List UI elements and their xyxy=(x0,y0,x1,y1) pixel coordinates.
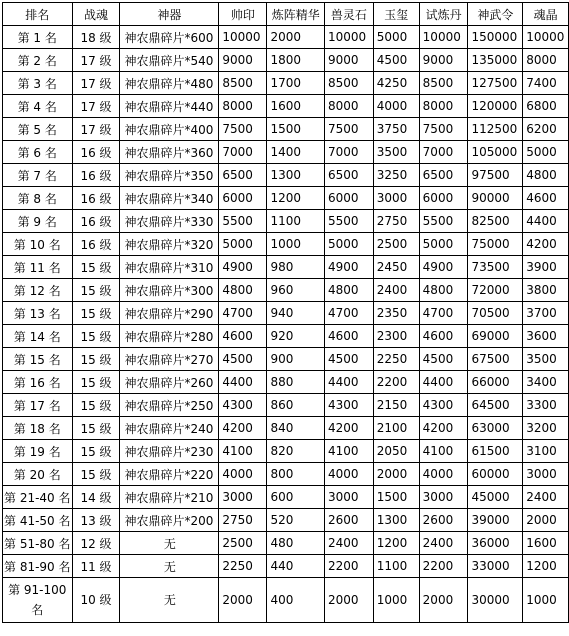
cell-divine-token: 105000 xyxy=(468,141,523,164)
cell-soul-crystal: 3900 xyxy=(523,256,569,279)
cell-beast-stone: 4800 xyxy=(324,279,373,302)
table-row xyxy=(3,141,569,164)
cell-beast-stone: 5500 xyxy=(324,210,373,233)
cell-beast-stone: 9000 xyxy=(324,49,373,72)
cell-artifact: 神农鼎碎片*400 xyxy=(120,118,219,141)
cell-formation-essence: 1100 xyxy=(267,210,324,233)
cell-beast-stone: 6500 xyxy=(324,164,373,187)
cell-divine-token: 75000 xyxy=(468,233,523,256)
cell-soul-level: 15 级 xyxy=(72,394,120,417)
cell-beast-stone: 2000 xyxy=(324,578,373,623)
cell-formation-essence: 920 xyxy=(267,325,324,348)
cell-jade-seal: 3500 xyxy=(373,141,419,164)
cell-soul-level: 17 级 xyxy=(72,72,120,95)
cell-soul-level: 16 级 xyxy=(72,164,120,187)
cell-beast-stone: 4300 xyxy=(324,394,373,417)
cell-soul-level: 15 级 xyxy=(72,279,120,302)
cell-seal: 4100 xyxy=(219,440,267,463)
cell-beast-stone: 3000 xyxy=(324,486,373,509)
cell-seal: 2000 xyxy=(219,578,267,623)
cell-soul-level: 17 级 xyxy=(72,49,120,72)
cell-seal: 8500 xyxy=(219,72,267,95)
cell-soul-crystal: 3600 xyxy=(523,325,569,348)
cell-divine-token: 127500 xyxy=(468,72,523,95)
cell-seal: 4900 xyxy=(219,256,267,279)
cell-divine-token: 67500 xyxy=(468,348,523,371)
cell-divine-token: 66000 xyxy=(468,371,523,394)
cell-beast-stone: 4000 xyxy=(324,463,373,486)
cell-beast-stone: 4200 xyxy=(324,417,373,440)
cell-beast-stone: 4400 xyxy=(324,371,373,394)
cell-rank: 第 51-80 名 xyxy=(3,532,73,555)
cell-seal: 2500 xyxy=(219,532,267,555)
cell-soul-crystal: 6800 xyxy=(523,95,569,118)
cell-soul-crystal: 3700 xyxy=(523,302,569,325)
cell-soul-crystal: 8000 xyxy=(523,49,569,72)
header-formation-essence: 炼阵精华 xyxy=(267,3,324,26)
cell-formation-essence: 880 xyxy=(267,371,324,394)
header-beast-stone: 兽灵石 xyxy=(324,3,373,26)
cell-beast-stone: 2200 xyxy=(324,555,373,578)
cell-soul-level: 17 级 xyxy=(72,118,120,141)
cell-formation-essence: 600 xyxy=(267,486,324,509)
header-seal: 帅印 xyxy=(219,3,267,26)
cell-soul-level: 15 级 xyxy=(72,348,120,371)
cell-divine-token: 69000 xyxy=(468,325,523,348)
cell-artifact: 神农鼎碎片*200 xyxy=(120,509,219,532)
table-row xyxy=(3,394,569,417)
cell-artifact: 神农鼎碎片*440 xyxy=(120,95,219,118)
cell-rank: 第 41-50 名 xyxy=(3,509,73,532)
cell-formation-essence: 1600 xyxy=(267,95,324,118)
table-body xyxy=(3,26,569,623)
cell-soul-level: 13 级 xyxy=(72,509,120,532)
cell-rank: 第 13 名 xyxy=(3,302,73,325)
cell-seal: 4300 xyxy=(219,394,267,417)
cell-divine-token: 64500 xyxy=(468,394,523,417)
cell-seal: 4800 xyxy=(219,279,267,302)
cell-soul-crystal: 3400 xyxy=(523,371,569,394)
cell-rank: 第 10 名 xyxy=(3,233,73,256)
header-soul-crystal: 魂晶 xyxy=(523,3,569,26)
table-row xyxy=(3,279,569,302)
cell-rank: 第 21-40 名 xyxy=(3,486,73,509)
table-row xyxy=(3,532,569,555)
cell-trial-pill: 6500 xyxy=(419,164,468,187)
cell-jade-seal: 4500 xyxy=(373,49,419,72)
cell-divine-token: 90000 xyxy=(468,187,523,210)
cell-artifact: 神农鼎碎片*350 xyxy=(120,164,219,187)
header-soul: 战魂 xyxy=(72,3,120,26)
cell-seal: 4000 xyxy=(219,463,267,486)
cell-formation-essence: 1700 xyxy=(267,72,324,95)
cell-seal: 6000 xyxy=(219,187,267,210)
cell-divine-token: 73500 xyxy=(468,256,523,279)
cell-soul-crystal: 3100 xyxy=(523,440,569,463)
cell-trial-pill: 2600 xyxy=(419,509,468,532)
cell-soul-crystal: 3800 xyxy=(523,279,569,302)
cell-soul-level: 16 级 xyxy=(72,233,120,256)
cell-artifact: 神农鼎碎片*240 xyxy=(120,417,219,440)
cell-soul-level: 15 级 xyxy=(72,325,120,348)
cell-divine-token: 45000 xyxy=(468,486,523,509)
cell-seal: 5500 xyxy=(219,210,267,233)
cell-jade-seal: 2050 xyxy=(373,440,419,463)
cell-trial-pill: 8000 xyxy=(419,95,468,118)
cell-jade-seal: 1500 xyxy=(373,486,419,509)
table-row xyxy=(3,509,569,532)
cell-beast-stone: 4900 xyxy=(324,256,373,279)
cell-rank: 第 17 名 xyxy=(3,394,73,417)
cell-soul-crystal: 2400 xyxy=(523,486,569,509)
header-trial-pill: 试炼丹 xyxy=(419,3,468,26)
table-row xyxy=(3,164,569,187)
cell-artifact: 神农鼎碎片*220 xyxy=(120,463,219,486)
cell-artifact: 无 xyxy=(120,555,219,578)
cell-artifact: 无 xyxy=(120,578,219,623)
cell-trial-pill: 8500 xyxy=(419,72,468,95)
cell-soul-crystal: 5000 xyxy=(523,141,569,164)
cell-rank: 第 9 名 xyxy=(3,210,73,233)
cell-formation-essence: 900 xyxy=(267,348,324,371)
cell-artifact: 神农鼎碎片*480 xyxy=(120,72,219,95)
cell-soul-crystal: 1200 xyxy=(523,555,569,578)
cell-formation-essence: 440 xyxy=(267,555,324,578)
cell-trial-pill: 4900 xyxy=(419,256,468,279)
cell-artifact: 神农鼎碎片*340 xyxy=(120,187,219,210)
table-row xyxy=(3,578,569,623)
cell-divine-token: 82500 xyxy=(468,210,523,233)
cell-formation-essence: 400 xyxy=(267,578,324,623)
cell-rank: 第 14 名 xyxy=(3,325,73,348)
cell-soul-level: 15 级 xyxy=(72,440,120,463)
cell-beast-stone: 4500 xyxy=(324,348,373,371)
cell-rank: 第 81-90 名 xyxy=(3,555,73,578)
cell-divine-token: 61500 xyxy=(468,440,523,463)
table-row xyxy=(3,49,569,72)
cell-divine-token: 135000 xyxy=(468,49,523,72)
header-divine-token: 神武令 xyxy=(468,3,523,26)
cell-trial-pill: 6000 xyxy=(419,187,468,210)
cell-trial-pill: 4400 xyxy=(419,371,468,394)
table-row xyxy=(3,187,569,210)
cell-formation-essence: 980 xyxy=(267,256,324,279)
table-row xyxy=(3,417,569,440)
table-row xyxy=(3,348,569,371)
cell-jade-seal: 4000 xyxy=(373,95,419,118)
cell-artifact: 神农鼎碎片*300 xyxy=(120,279,219,302)
cell-jade-seal: 2150 xyxy=(373,394,419,417)
cell-rank: 第 20 名 xyxy=(3,463,73,486)
cell-beast-stone: 8000 xyxy=(324,95,373,118)
table-row xyxy=(3,325,569,348)
cell-seal: 6500 xyxy=(219,164,267,187)
cell-trial-pill: 7000 xyxy=(419,141,468,164)
cell-artifact: 无 xyxy=(120,532,219,555)
cell-rank: 第 18 名 xyxy=(3,417,73,440)
cell-beast-stone: 7000 xyxy=(324,141,373,164)
cell-rank: 第 11 名 xyxy=(3,256,73,279)
cell-divine-token: 97500 xyxy=(468,164,523,187)
cell-soul-crystal: 6200 xyxy=(523,118,569,141)
cell-formation-essence: 2000 xyxy=(267,26,324,49)
cell-seal: 7500 xyxy=(219,118,267,141)
table-row xyxy=(3,72,569,95)
cell-seal: 9000 xyxy=(219,49,267,72)
cell-jade-seal: 1200 xyxy=(373,532,419,555)
cell-soul-crystal: 4400 xyxy=(523,210,569,233)
cell-seal: 4400 xyxy=(219,371,267,394)
cell-soul-level: 16 级 xyxy=(72,141,120,164)
cell-soul-crystal: 7400 xyxy=(523,72,569,95)
cell-trial-pill: 2400 xyxy=(419,532,468,555)
cell-soul-level: 12 级 xyxy=(72,532,120,555)
cell-rank: 第 3 名 xyxy=(3,72,73,95)
cell-formation-essence: 1000 xyxy=(267,233,324,256)
cell-formation-essence: 940 xyxy=(267,302,324,325)
cell-jade-seal: 2100 xyxy=(373,417,419,440)
cell-divine-token: 120000 xyxy=(468,95,523,118)
header-row xyxy=(3,3,569,26)
cell-formation-essence: 1300 xyxy=(267,164,324,187)
cell-soul-level: 16 级 xyxy=(72,210,120,233)
cell-rank: 第 19 名 xyxy=(3,440,73,463)
cell-beast-stone: 10000 xyxy=(324,26,373,49)
cell-beast-stone: 4600 xyxy=(324,325,373,348)
cell-soul-level: 10 级 xyxy=(72,578,120,623)
cell-soul-crystal: 10000 xyxy=(523,26,569,49)
cell-formation-essence: 800 xyxy=(267,463,324,486)
cell-seal: 4600 xyxy=(219,325,267,348)
cell-divine-token: 39000 xyxy=(468,509,523,532)
cell-trial-pill: 5500 xyxy=(419,210,468,233)
cell-divine-token: 112500 xyxy=(468,118,523,141)
cell-trial-pill: 4800 xyxy=(419,279,468,302)
cell-jade-seal: 3000 xyxy=(373,187,419,210)
cell-divine-token: 150000 xyxy=(468,26,523,49)
table-row xyxy=(3,210,569,233)
cell-soul-crystal: 3000 xyxy=(523,463,569,486)
cell-seal: 2250 xyxy=(219,555,267,578)
cell-rank: 第 16 名 xyxy=(3,371,73,394)
cell-trial-pill: 4500 xyxy=(419,348,468,371)
cell-trial-pill: 5000 xyxy=(419,233,468,256)
cell-artifact: 神农鼎碎片*320 xyxy=(120,233,219,256)
cell-rank: 第 1 名 xyxy=(3,26,73,49)
table-row xyxy=(3,463,569,486)
cell-formation-essence: 1200 xyxy=(267,187,324,210)
cell-soul-crystal: 1600 xyxy=(523,532,569,555)
cell-seal: 5000 xyxy=(219,233,267,256)
cell-divine-token: 60000 xyxy=(468,463,523,486)
cell-soul-level: 11 级 xyxy=(72,555,120,578)
table-row xyxy=(3,440,569,463)
cell-divine-token: 63000 xyxy=(468,417,523,440)
cell-artifact: 神农鼎碎片*230 xyxy=(120,440,219,463)
cell-trial-pill: 9000 xyxy=(419,49,468,72)
cell-trial-pill: 4200 xyxy=(419,417,468,440)
cell-soul-crystal: 3200 xyxy=(523,417,569,440)
cell-jade-seal: 2400 xyxy=(373,279,419,302)
rank-reward-table xyxy=(2,2,569,623)
cell-jade-seal: 5000 xyxy=(373,26,419,49)
table-row xyxy=(3,256,569,279)
cell-soul-level: 15 级 xyxy=(72,463,120,486)
cell-jade-seal: 2300 xyxy=(373,325,419,348)
cell-jade-seal: 2000 xyxy=(373,463,419,486)
cell-seal: 7000 xyxy=(219,141,267,164)
table-row xyxy=(3,302,569,325)
cell-formation-essence: 840 xyxy=(267,417,324,440)
cell-rank: 第 2 名 xyxy=(3,49,73,72)
cell-soul-crystal: 4800 xyxy=(523,164,569,187)
cell-jade-seal: 2250 xyxy=(373,348,419,371)
cell-soul-level: 14 级 xyxy=(72,486,120,509)
cell-jade-seal: 2350 xyxy=(373,302,419,325)
table-row xyxy=(3,26,569,49)
cell-divine-token: 33000 xyxy=(468,555,523,578)
cell-rank: 第 12 名 xyxy=(3,279,73,302)
cell-trial-pill: 7500 xyxy=(419,118,468,141)
cell-rank: 第 15 名 xyxy=(3,348,73,371)
cell-soul-level: 15 级 xyxy=(72,417,120,440)
cell-artifact: 神农鼎碎片*600 xyxy=(120,26,219,49)
cell-trial-pill: 4600 xyxy=(419,325,468,348)
table-row xyxy=(3,233,569,256)
cell-beast-stone: 7500 xyxy=(324,118,373,141)
cell-rank: 第 91-100 名 xyxy=(3,578,73,623)
cell-soul-crystal: 3500 xyxy=(523,348,569,371)
cell-rank: 第 6 名 xyxy=(3,141,73,164)
cell-jade-seal: 3750 xyxy=(373,118,419,141)
cell-beast-stone: 2600 xyxy=(324,509,373,532)
cell-artifact: 神农鼎碎片*310 xyxy=(120,256,219,279)
cell-artifact: 神农鼎碎片*330 xyxy=(120,210,219,233)
cell-beast-stone: 4700 xyxy=(324,302,373,325)
cell-rank: 第 4 名 xyxy=(3,95,73,118)
cell-trial-pill: 4100 xyxy=(419,440,468,463)
header-artifact: 神器 xyxy=(120,3,219,26)
cell-seal: 10000 xyxy=(219,26,267,49)
table-row xyxy=(3,486,569,509)
cell-soul-level: 16 级 xyxy=(72,187,120,210)
cell-formation-essence: 1400 xyxy=(267,141,324,164)
header-rank: 排名 xyxy=(3,3,73,26)
cell-trial-pill: 4000 xyxy=(419,463,468,486)
cell-soul-level: 18 级 xyxy=(72,26,120,49)
cell-soul-crystal: 4200 xyxy=(523,233,569,256)
cell-soul-level: 15 级 xyxy=(72,302,120,325)
cell-trial-pill: 4700 xyxy=(419,302,468,325)
cell-rank: 第 7 名 xyxy=(3,164,73,187)
cell-soul-level: 15 级 xyxy=(72,371,120,394)
cell-trial-pill: 10000 xyxy=(419,26,468,49)
table-row xyxy=(3,118,569,141)
cell-artifact: 神农鼎碎片*260 xyxy=(120,371,219,394)
cell-jade-seal: 1000 xyxy=(373,578,419,623)
cell-soul-level: 15 级 xyxy=(72,256,120,279)
cell-jade-seal: 2200 xyxy=(373,371,419,394)
cell-soul-level: 17 级 xyxy=(72,95,120,118)
table-row xyxy=(3,555,569,578)
cell-trial-pill: 2200 xyxy=(419,555,468,578)
cell-jade-seal: 2500 xyxy=(373,233,419,256)
cell-beast-stone: 5000 xyxy=(324,233,373,256)
cell-artifact: 神农鼎碎片*270 xyxy=(120,348,219,371)
cell-trial-pill: 3000 xyxy=(419,486,468,509)
cell-soul-crystal: 1000 xyxy=(523,578,569,623)
table-row xyxy=(3,95,569,118)
cell-seal: 4700 xyxy=(219,302,267,325)
cell-formation-essence: 960 xyxy=(267,279,324,302)
cell-soul-crystal: 2000 xyxy=(523,509,569,532)
cell-formation-essence: 860 xyxy=(267,394,324,417)
cell-artifact: 神农鼎碎片*280 xyxy=(120,325,219,348)
cell-artifact: 神农鼎碎片*540 xyxy=(120,49,219,72)
cell-artifact: 神农鼎碎片*210 xyxy=(120,486,219,509)
cell-soul-crystal: 4600 xyxy=(523,187,569,210)
cell-seal: 2750 xyxy=(219,509,267,532)
cell-divine-token: 72000 xyxy=(468,279,523,302)
cell-divine-token: 70500 xyxy=(468,302,523,325)
cell-seal: 3000 xyxy=(219,486,267,509)
cell-soul-crystal: 3300 xyxy=(523,394,569,417)
cell-beast-stone: 2400 xyxy=(324,532,373,555)
cell-trial-pill: 2000 xyxy=(419,578,468,623)
cell-formation-essence: 1800 xyxy=(267,49,324,72)
cell-jade-seal: 1100 xyxy=(373,555,419,578)
table-row xyxy=(3,371,569,394)
cell-trial-pill: 4300 xyxy=(419,394,468,417)
cell-rank: 第 5 名 xyxy=(3,118,73,141)
cell-jade-seal: 2750 xyxy=(373,210,419,233)
cell-formation-essence: 480 xyxy=(267,532,324,555)
cell-formation-essence: 820 xyxy=(267,440,324,463)
header-jade-seal: 玉玺 xyxy=(373,3,419,26)
cell-formation-essence: 1500 xyxy=(267,118,324,141)
cell-seal: 4500 xyxy=(219,348,267,371)
cell-jade-seal: 4250 xyxy=(373,72,419,95)
cell-seal: 4200 xyxy=(219,417,267,440)
cell-divine-token: 30000 xyxy=(468,578,523,623)
cell-divine-token: 36000 xyxy=(468,532,523,555)
cell-jade-seal: 1300 xyxy=(373,509,419,532)
cell-jade-seal: 2450 xyxy=(373,256,419,279)
cell-beast-stone: 4100 xyxy=(324,440,373,463)
cell-seal: 8000 xyxy=(219,95,267,118)
cell-rank: 第 8 名 xyxy=(3,187,73,210)
cell-beast-stone: 6000 xyxy=(324,187,373,210)
cell-artifact: 神农鼎碎片*250 xyxy=(120,394,219,417)
cell-artifact: 神农鼎碎片*290 xyxy=(120,302,219,325)
cell-jade-seal: 3250 xyxy=(373,164,419,187)
cell-formation-essence: 520 xyxy=(267,509,324,532)
cell-beast-stone: 8500 xyxy=(324,72,373,95)
cell-artifact: 神农鼎碎片*360 xyxy=(120,141,219,164)
